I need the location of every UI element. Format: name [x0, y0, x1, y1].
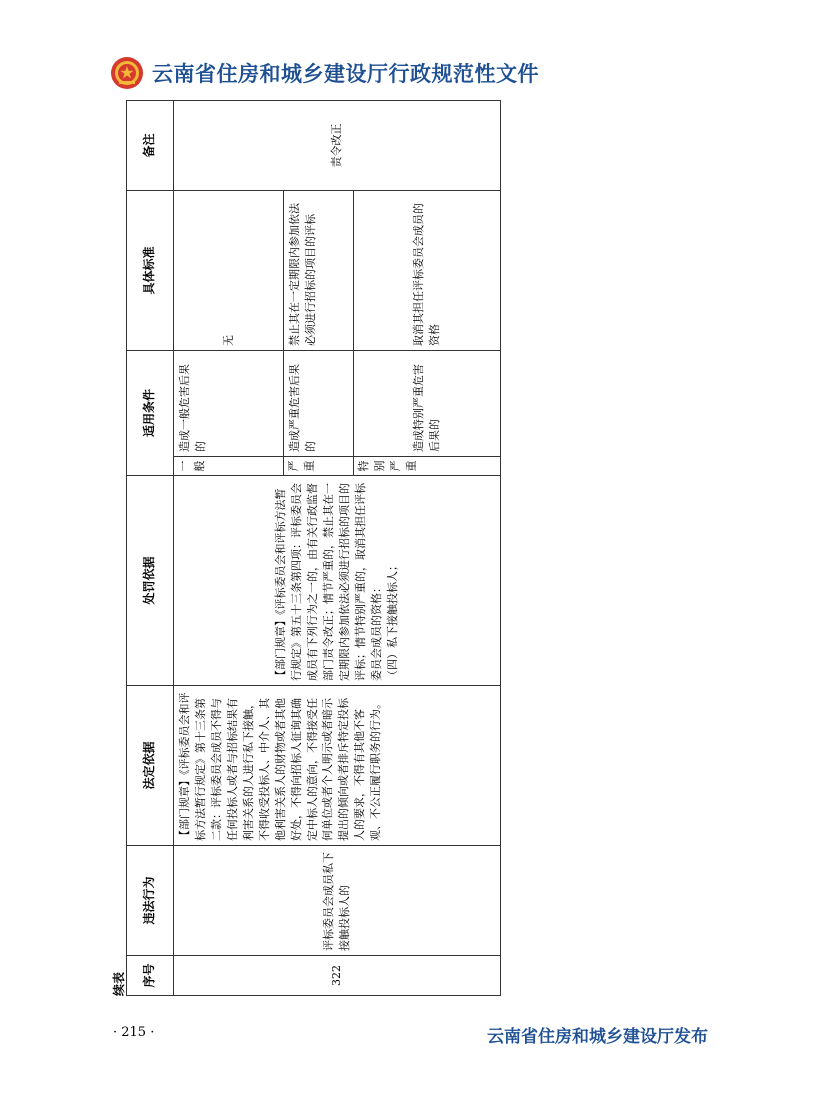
penalty-standard-table	[126, 100, 501, 996]
violation-text: 评标委员会成员私下接触投标人的	[174, 846, 501, 956]
penalty-item-text: （四）私下接触投标人；	[385, 560, 399, 681]
column-header-penalty-basis: 处罚依据	[127, 476, 174, 686]
penalty-basis-text: 【部门规章】《评标委员会和评标方法暂行规定》第五十三条第四项：评标委员会成员有下列行为之一的，由有关行政监督部门责令改正；情节严重的，禁止其在一定期限内参加依法必须进行招标的项目的评标；情节特别严重的，取消其担任评标委员会成员的资格：	[274, 483, 383, 681]
level-general: 一般	[174, 457, 284, 476]
penalty-basis-cell	[174, 476, 501, 686]
column-header-violation: 违法行为	[127, 846, 174, 956]
rotated-table-page	[110, 101, 501, 996]
standard-very-serious: 取消其担任评标委员会成员的资格	[354, 190, 501, 350]
national-emblem-icon	[110, 56, 144, 90]
standard-serious: 禁止其在一定期限内参加依法必须进行招标的项目的评标	[284, 190, 354, 350]
condition-very-serious: 造成特别严重危害后果的	[354, 350, 501, 456]
column-header-legal-basis: 法定依据	[127, 686, 174, 846]
continued-label: 续表	[112, 971, 126, 996]
remark-text: 责令改正	[174, 100, 501, 190]
standard-general: 无	[174, 190, 284, 350]
column-header-standard: 具体标准	[127, 190, 174, 350]
publisher-footer: 云南省住房和城乡建设厅发布	[487, 1027, 708, 1047]
column-header-remark: 备注	[127, 100, 174, 190]
column-header-condition: 适用条件	[127, 350, 174, 475]
table-header-row	[127, 100, 174, 995]
legal-basis-text: 【部门规章】《评标委员会和评标方法暂行规定》第十三条第二款：评标委员会成员不得与任何投标人或者与招标结果有利害关系的人进行私下接触，不得收受投标人、中介人、其他利害关系人的财物或者其他好处，不得向招标人征询其确定中标人的意向，不得接受任何单位或者个人明示或者暗示提出的倾向或者排斥特定投标人的要求，不得有其他不客观、不公正履行职务的行为。	[174, 686, 501, 846]
level-very-serious: 特别严重	[354, 457, 501, 476]
document-header-title: 云南省住房和城乡建设厅行政规范性文件	[152, 62, 539, 86]
column-header-number: 序号	[127, 956, 174, 996]
page-header	[110, 55, 539, 91]
level-serious: 严重	[284, 457, 354, 476]
condition-general: 造成一般危害后果的	[174, 350, 284, 456]
table-row	[174, 100, 284, 995]
condition-serious: 造成严重危害后果的	[284, 350, 354, 456]
page-number: · 215 ·	[113, 1025, 155, 1040]
row-number: 322	[174, 956, 501, 996]
